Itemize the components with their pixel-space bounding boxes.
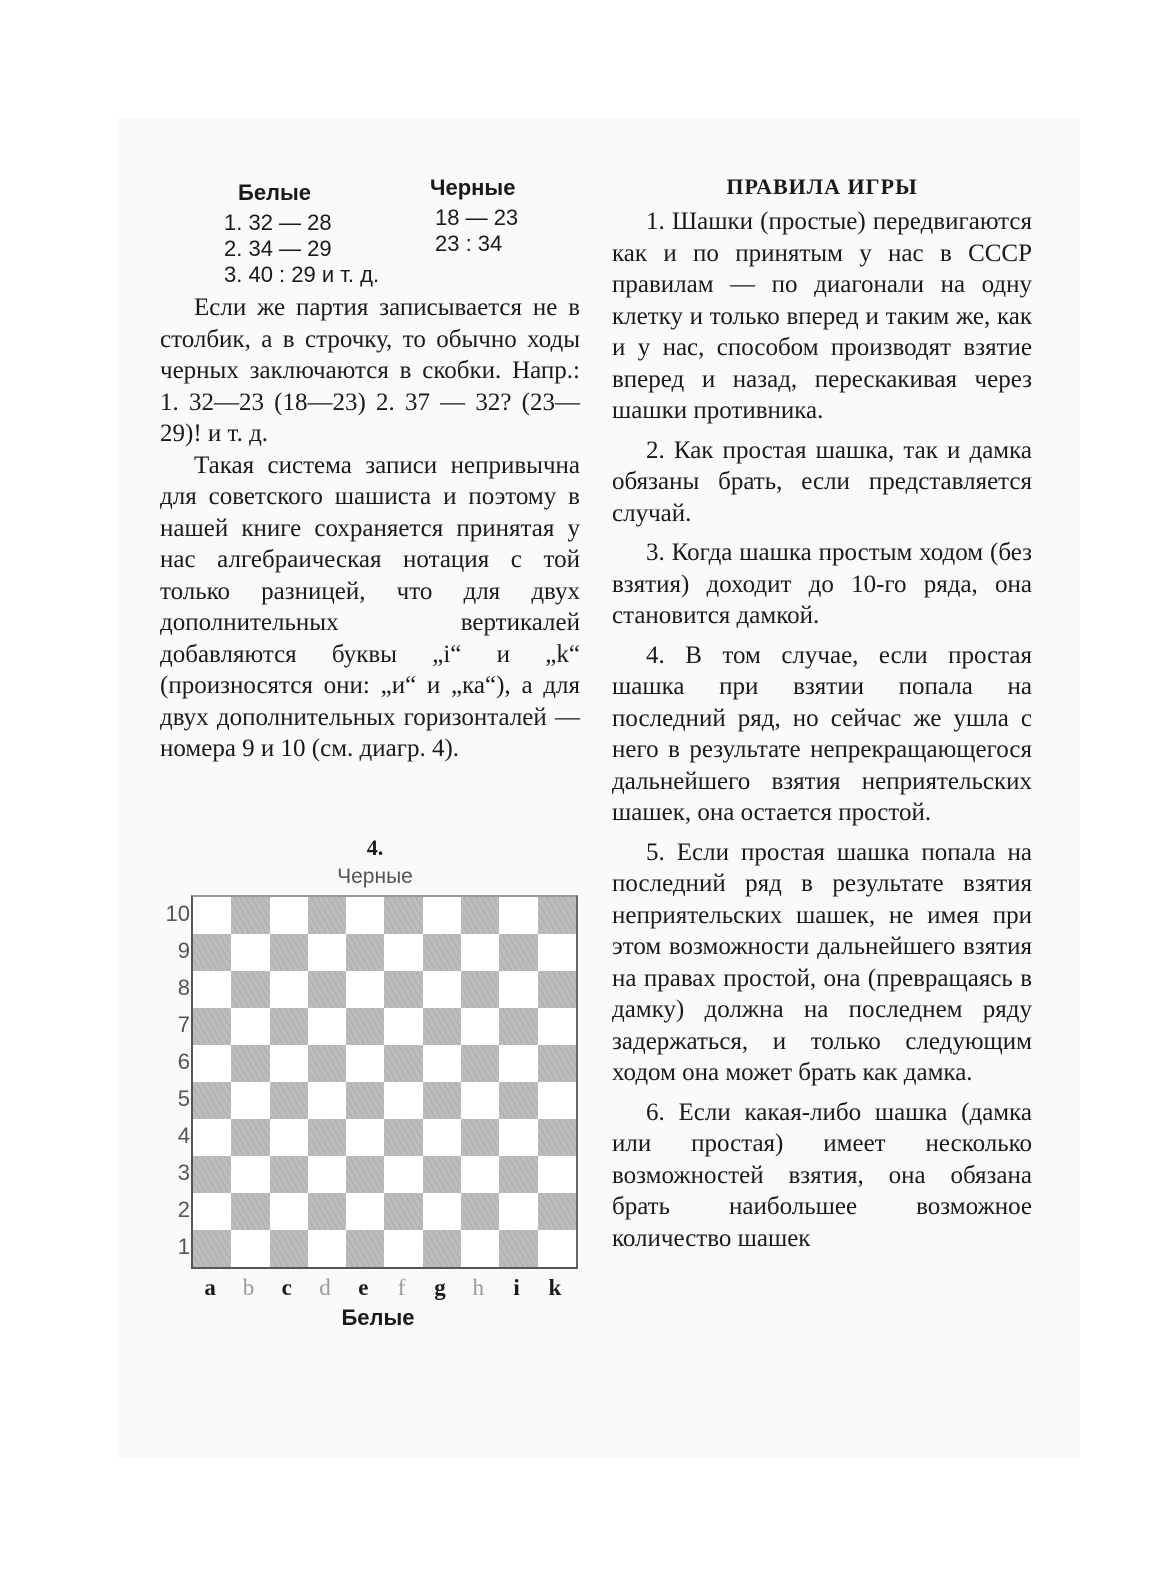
- move-black-2: 23 : 34: [435, 231, 503, 256]
- file-label: b: [242, 1275, 255, 1300]
- dark-square: [308, 971, 346, 1008]
- light-square: [193, 971, 231, 1008]
- dark-square: [461, 1119, 499, 1156]
- dark-square: [346, 934, 384, 971]
- light-square: [346, 1045, 384, 1082]
- dark-square: [384, 897, 422, 934]
- dark-square: [308, 897, 346, 934]
- light-square: [346, 1119, 384, 1156]
- rank-label: 10: [165, 901, 190, 926]
- rank-label: 2: [177, 1197, 190, 1222]
- header-black: Черные: [430, 175, 516, 200]
- paragraph-notation-system: Такая система записи непривычна для советского шашиста и поэтому в нашей книге сохраняется принятая у нас алгебраическая нотация с той только разницей, что для двух дополнительных вертикалей добавляются буквы „i“ и „k“ (произносятся они: „и“ и „ка“), а для двух дополнительных горизонталей — номера 9 и 10 (см. диагр. 4).: [160, 451, 580, 762]
- dark-square: [499, 1008, 537, 1045]
- light-square: [499, 1193, 537, 1230]
- light-square: [423, 1045, 461, 1082]
- light-square: [384, 1008, 422, 1045]
- light-square: [346, 1193, 384, 1230]
- right-column: [612, 170, 1032, 1262]
- file-label: c: [281, 1275, 292, 1300]
- light-square: [231, 1156, 269, 1193]
- dark-square: [346, 1230, 384, 1267]
- light-square: [231, 1082, 269, 1119]
- diagram-number: 4.: [366, 835, 384, 860]
- dark-square: [499, 1230, 537, 1267]
- light-square: [538, 1230, 576, 1267]
- light-square: [499, 971, 537, 1008]
- dark-square: [499, 934, 537, 971]
- light-square: [461, 934, 499, 971]
- light-square: [231, 1008, 269, 1045]
- light-square: [346, 971, 384, 1008]
- light-square: [423, 1119, 461, 1156]
- draughts-board: [191, 895, 578, 1269]
- dark-square: [346, 1082, 384, 1119]
- dark-square: [499, 1082, 537, 1119]
- light-square: [308, 1082, 346, 1119]
- light-square: [270, 897, 308, 934]
- dark-square: [231, 897, 269, 934]
- light-square: [270, 1045, 308, 1082]
- dark-square: [193, 1082, 231, 1119]
- rules-title: ПРАВИЛА ИГРЫ: [726, 174, 918, 199]
- light-square: [346, 897, 384, 934]
- dark-square: [308, 1193, 346, 1230]
- dark-square: [270, 934, 308, 971]
- dark-square: [423, 934, 461, 971]
- diagram-bottom-label: Белые: [341, 1305, 415, 1330]
- rank-label: 3: [177, 1160, 190, 1185]
- light-square: [193, 1193, 231, 1230]
- light-square: [231, 934, 269, 971]
- rank-label: 4: [177, 1123, 190, 1148]
- rank-label: 1: [177, 1234, 190, 1259]
- file-label: e: [358, 1275, 369, 1300]
- rule-2: 2. Как простая шашка, так и дамка обязаны брать, если представляется случай.: [612, 436, 1032, 527]
- dark-square: [193, 1008, 231, 1045]
- dark-square: [308, 1119, 346, 1156]
- dark-square: [461, 1045, 499, 1082]
- dark-square: [270, 1082, 308, 1119]
- light-square: [270, 1119, 308, 1156]
- dark-square: [499, 1156, 537, 1193]
- file-label: g: [434, 1275, 446, 1300]
- light-square: [461, 1230, 499, 1267]
- header-white: Белые: [238, 180, 312, 205]
- dark-square: [461, 971, 499, 1008]
- diagram-top-label: Черные: [337, 865, 413, 888]
- dark-square: [270, 1156, 308, 1193]
- move-white-3: 3. 40 : 29 и т. д.: [224, 262, 380, 287]
- file-labels: [191, 1275, 574, 1305]
- dark-square: [461, 1193, 499, 1230]
- light-square: [270, 971, 308, 1008]
- dark-square: [231, 1045, 269, 1082]
- light-square: [384, 1082, 422, 1119]
- left-column: [160, 170, 580, 765]
- dark-square: [346, 1156, 384, 1193]
- light-square: [499, 1119, 537, 1156]
- dark-square: [384, 1193, 422, 1230]
- dark-square: [346, 1008, 384, 1045]
- light-square: [384, 934, 422, 971]
- light-square: [193, 1119, 231, 1156]
- dark-square: [270, 1008, 308, 1045]
- dark-square: [423, 1082, 461, 1119]
- dark-square: [384, 1045, 422, 1082]
- rule-6: 6. Если какая-либо шашка (дамка или простая) имеет несколько возможностей взятия, она обязана брать наибольшее возможное количество шашек: [612, 1098, 1032, 1252]
- board-area: [160, 891, 580, 1330]
- file-label: k: [548, 1275, 562, 1300]
- light-square: [193, 897, 231, 934]
- light-square: [423, 897, 461, 934]
- rank-label: 9: [177, 938, 190, 963]
- dark-square: [538, 1045, 576, 1082]
- light-square: [538, 1008, 576, 1045]
- dark-square: [423, 1230, 461, 1267]
- dark-square: [193, 1230, 231, 1267]
- dark-square: [193, 1156, 231, 1193]
- light-square: [461, 1156, 499, 1193]
- rank-label: 7: [177, 1012, 190, 1037]
- dark-square: [231, 1119, 269, 1156]
- dark-square: [231, 1193, 269, 1230]
- light-square: [231, 1230, 269, 1267]
- paragraph-record-line: Если же партия записывается не в столбик, а в строчку, то обычно ходы черных заключаются в скобки. Напр.: 1. 32—23 (18—23) 2. 37 — 32? (23—29)! и т. д.: [160, 294, 580, 447]
- dark-square: [423, 1008, 461, 1045]
- file-label: d: [319, 1275, 331, 1300]
- file-label: i: [513, 1275, 520, 1300]
- light-square: [308, 1230, 346, 1267]
- dark-square: [270, 1230, 308, 1267]
- light-square: [423, 971, 461, 1008]
- dark-square: [384, 1119, 422, 1156]
- move-white-2: 2. 34 — 29: [224, 236, 332, 261]
- move-white-1: 1. 32 — 28: [224, 210, 332, 235]
- rule-1: 1. Шашки (простые) передвигаются как и по принятым у нас в СССР правилам — по диагонали на одну клетку и только вперед и таким же, как и у нас, способом производят взятие вперед и назад, перескакивая через шашки противника.: [612, 208, 1032, 424]
- rank-label: 6: [177, 1049, 190, 1074]
- file-label: a: [204, 1275, 216, 1300]
- file-label: f: [397, 1275, 406, 1300]
- rank-label: 5: [177, 1086, 190, 1111]
- rule-4: 4. В том случае, если простая шашка при взятии попала на последний ряд, но сейчас же ушла с него в результате непрекращающегося дальнейшего взятия неприятельских шашек, она остается простой.: [612, 641, 1032, 826]
- light-square: [461, 1008, 499, 1045]
- light-square: [499, 897, 537, 934]
- light-square: [461, 1082, 499, 1119]
- dark-square: [538, 1193, 576, 1230]
- move-black-1: 18 — 23: [435, 205, 519, 230]
- light-square: [538, 934, 576, 971]
- light-square: [384, 1156, 422, 1193]
- rule-5: 5. Если простая шашка попала на последний ряд в результате взятия неприятельских шашек, не имея при этом возможности дальнейшего взятия на правах простой, она (превращаясь в дамку) должна на последнем ряду задержаться, и только следующим ходом она может брать как дамка.: [612, 838, 1032, 1086]
- light-square: [538, 1156, 576, 1193]
- file-label: h: [472, 1275, 484, 1300]
- dark-square: [308, 1045, 346, 1082]
- rank-label: 8: [177, 975, 190, 1000]
- dark-square: [538, 1119, 576, 1156]
- dark-square: [461, 897, 499, 934]
- dark-square: [538, 897, 576, 934]
- light-square: [193, 1045, 231, 1082]
- light-square: [384, 1230, 422, 1267]
- light-square: [308, 1008, 346, 1045]
- dark-square: [538, 971, 576, 1008]
- dark-square: [193, 934, 231, 971]
- rule-3: 3. Когда шашка простым ходом (без взятия) доходит до 10-го ряда, она становится дамкой.: [612, 539, 1032, 629]
- dark-square: [423, 1156, 461, 1193]
- light-square: [423, 1193, 461, 1230]
- light-square: [538, 1082, 576, 1119]
- light-square: [499, 1045, 537, 1082]
- light-square: [308, 1156, 346, 1193]
- dark-square: [231, 971, 269, 1008]
- light-square: [270, 1193, 308, 1230]
- notation-table: [160, 170, 580, 290]
- light-square: [308, 934, 346, 971]
- diagram-4: [160, 835, 580, 1330]
- dark-square: [384, 971, 422, 1008]
